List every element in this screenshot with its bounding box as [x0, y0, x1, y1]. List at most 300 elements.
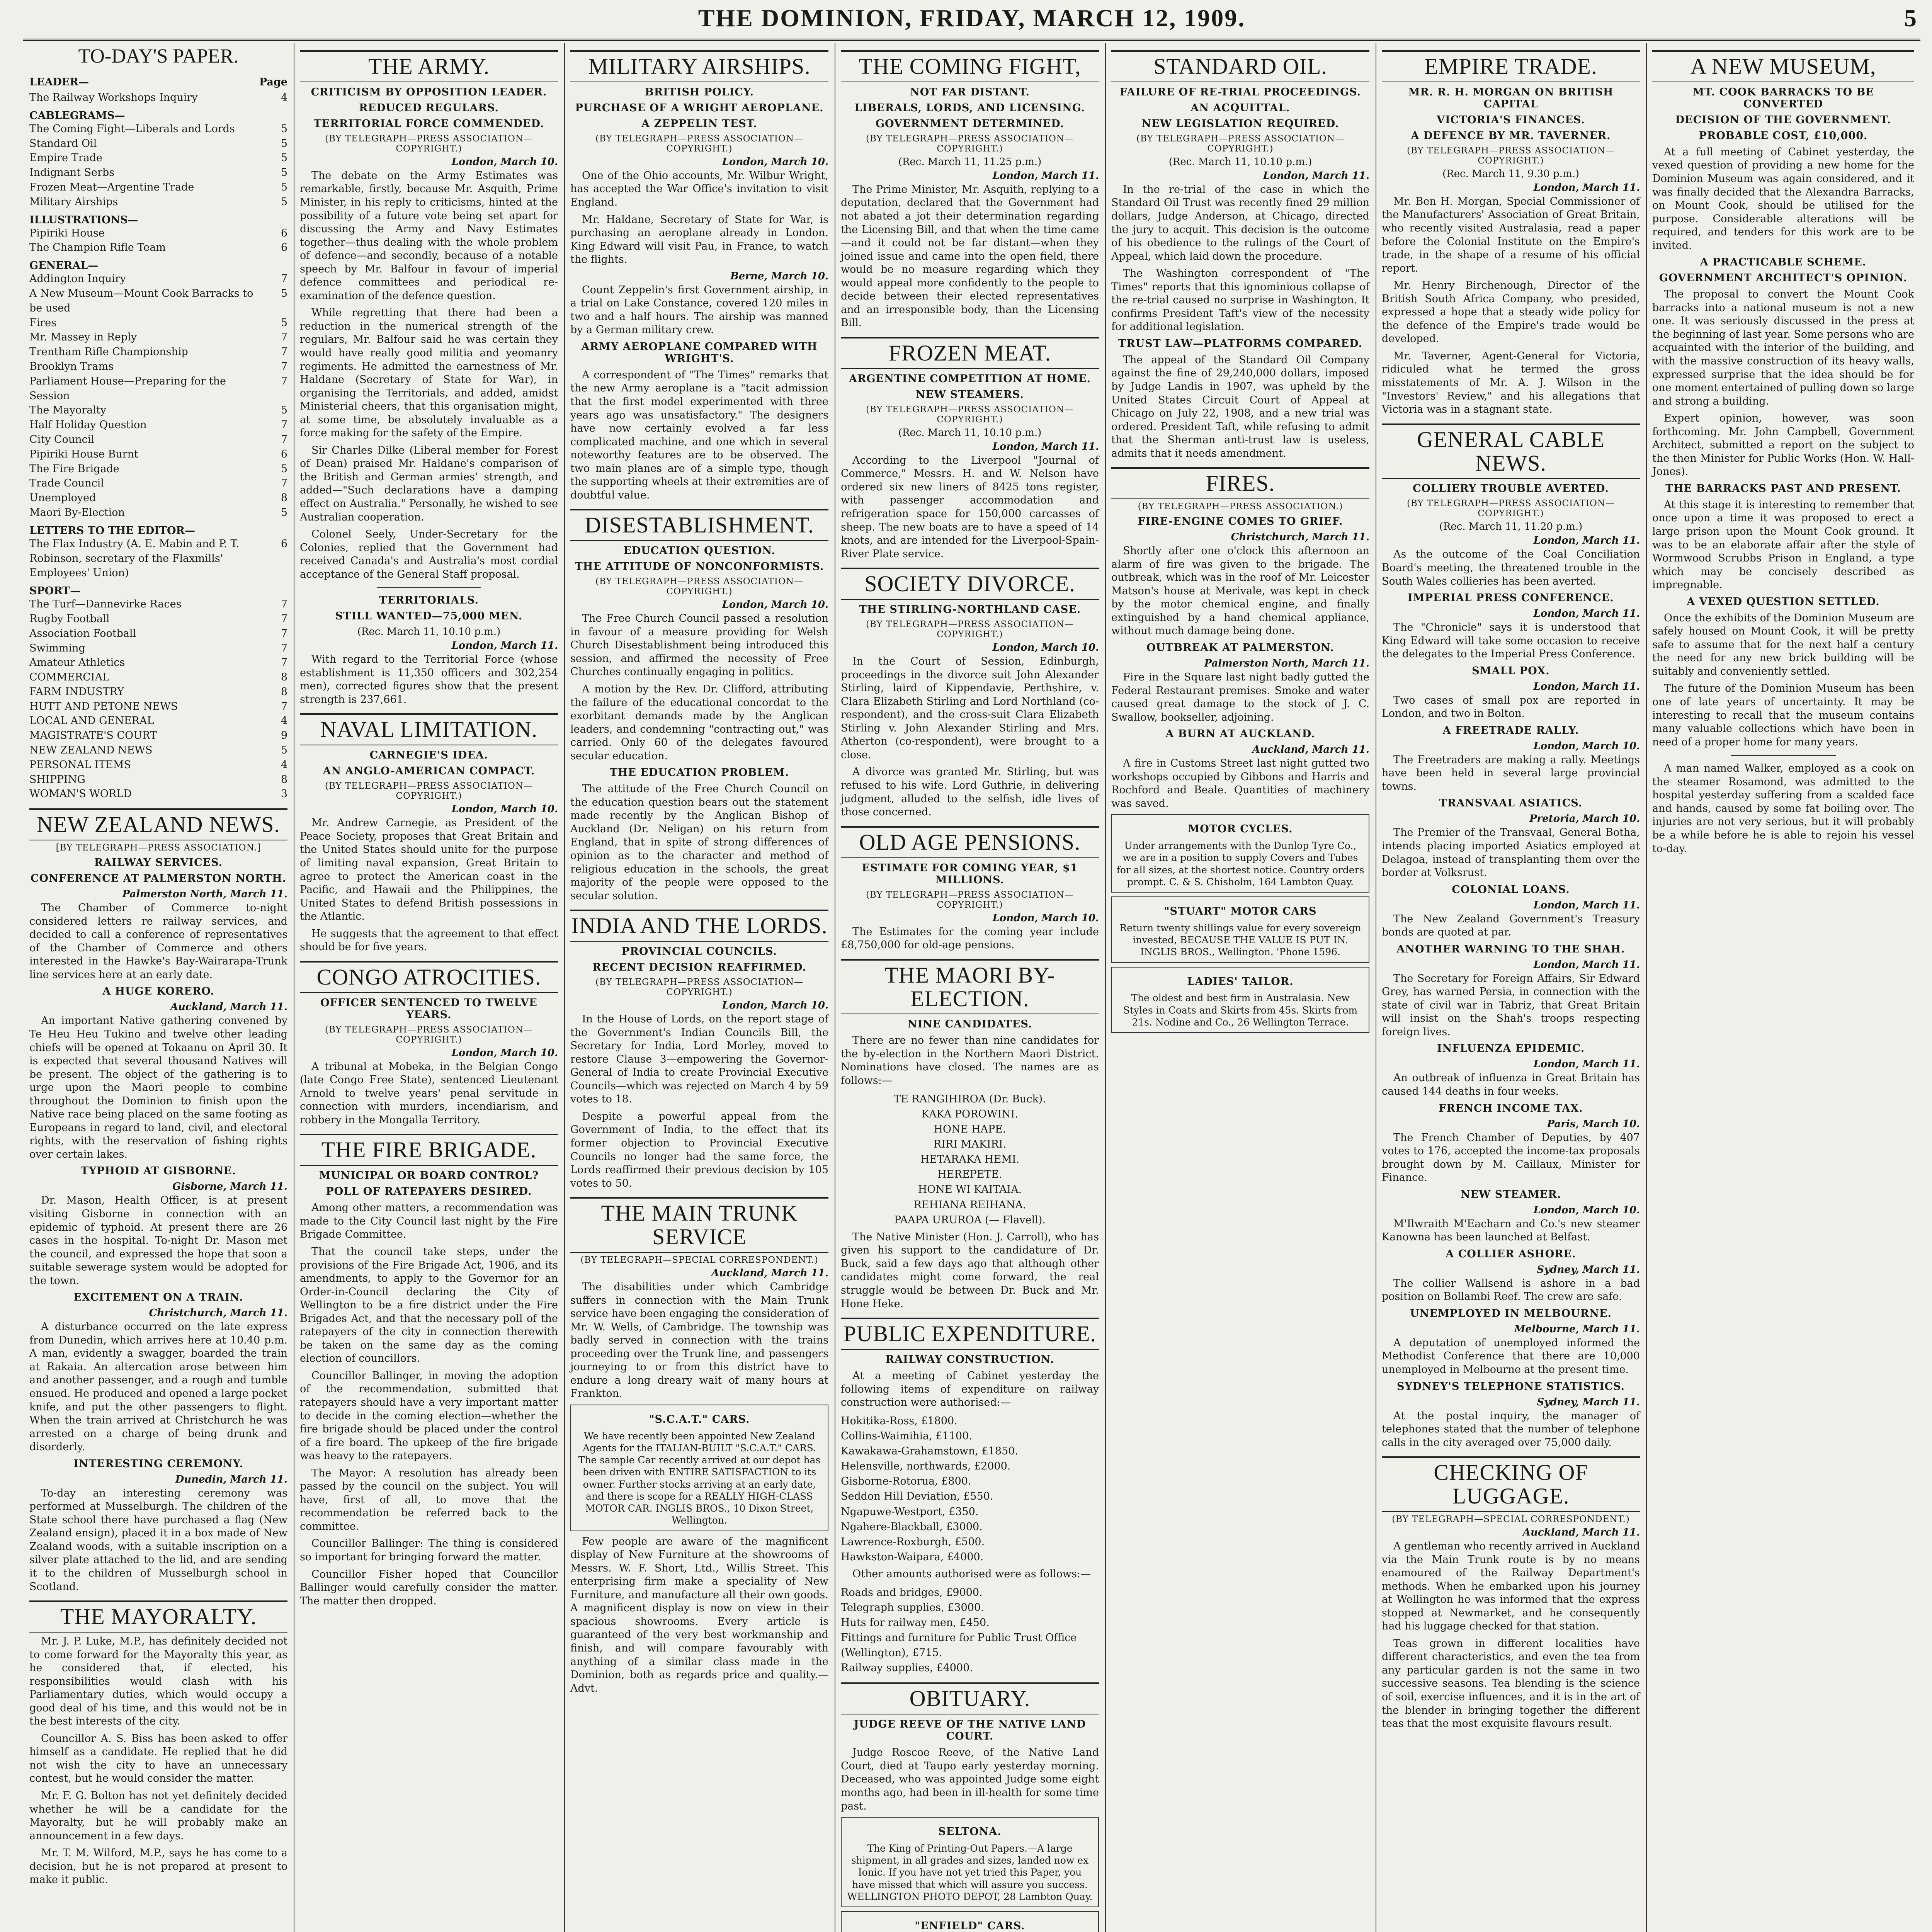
subheading: LIBERALS, LORDS, AND LICENSING.	[854, 102, 1085, 114]
toc-item	[29, 655, 287, 670]
divider	[377, 587, 480, 588]
toc-item-label: The Mayoralty	[29, 404, 106, 417]
toc-item-page: 7	[281, 477, 287, 490]
toc-item-label: Addington Inquiry	[29, 273, 126, 285]
toc-item-label: Frozen Meat—Argentine Trade	[29, 181, 194, 193]
toc-item-label: The Turf—Dannevirke Races	[29, 598, 182, 611]
toc-item-label: Parliament House—Preparing for the Session	[29, 375, 226, 402]
toc-item-label: FARM INDUSTRY	[29, 685, 124, 698]
article-paragraph: A man named Walker, employed as a cook on the steamer Rosamond, was admitted to the hospital yesterday suffering from a scalded face and hands, caused by some fat boiling over. The injuries are not very serious, but it will probably be a while before he is able to rejoin his vessel to-day.	[1652, 762, 1914, 855]
dateline: Sydney, March 11.	[1537, 1264, 1640, 1276]
subheading: A ZEPPELIN TEST.	[641, 117, 757, 130]
toc-item	[29, 286, 287, 316]
subheading: A BURN AT AUCKLAND.	[1165, 728, 1315, 740]
newspaper-title: THE DOMINION, FRIDAY, MARCH 12, 1909.	[698, 4, 1246, 32]
article-paragraph: As the outcome of the Coal Conciliation Board's meeting, the threatened trouble in the South Wales collieries has been averted.	[1382, 548, 1640, 587]
received-date: (Rec. March 11, 11.25 p.m.)	[898, 156, 1042, 168]
toc-item-label: Empire Trade	[29, 152, 102, 164]
toc-item-label: Fires	[29, 316, 57, 329]
expenditure-heading: PUBLIC EXPENDITURE.	[841, 1318, 1099, 1350]
advertisement	[841, 1911, 1099, 1932]
ad-text: Under arrangements with the Dunlop Tyre Co., we are in a position to supply Covers and Tubes for all sizes, at the shortest notice. Country orders prompt. C. & S. Chisholm, 164 Lambton Quay.	[1116, 840, 1364, 888]
dateline: London, March 10.	[451, 156, 558, 168]
subheading: THE ATTITUDE OF NONCONFORMISTS.	[575, 561, 824, 573]
ad-title: "STUART" MOTOR CARS	[1164, 905, 1317, 918]
toc-item-page: 8	[281, 492, 287, 504]
article-paragraph: Mr. J. P. Luke, M.P., has definitely decided not to come forward for the Mayoralty this year, as he considered that, if elected, his responsibilities would clash with his Parliamentary duties, which would occupy a good deal of his time, and this would not be in the best interests of the city.	[29, 1635, 287, 1728]
candidate-name: REHIANA REIHANA.	[913, 1199, 1026, 1211]
toc-item	[29, 670, 287, 685]
toc-item	[29, 240, 287, 255]
subheading: A PRACTICABLE SCHEME.	[1700, 256, 1867, 269]
article-paragraph: Mr. Ben H. Morgan, Special Commissioner of the Manufacturers' Association of Great Britain, who recently visited Australasia, read a paper before the Colonial Institute on the Empire's trade, in the shape of a resume of his official report.	[1382, 195, 1640, 274]
masthead	[23, 4, 1920, 41]
expenditure-item: Railway supplies, £4000.	[841, 1662, 973, 1674]
article-paragraph: The Premier of the Transvaal, General Botha, intends placing imported Asiatics employed at Delagoa, instead of transplanting them over the border at Volksrust.	[1382, 827, 1640, 879]
toc-item-page: 7	[281, 273, 287, 285]
toc-item-page: 9	[281, 730, 287, 742]
divider	[1731, 755, 1835, 756]
frozen-meat-heading: FROZEN MEAT.	[841, 337, 1099, 369]
toc-item-page: 5	[281, 506, 287, 519]
toc-item-page: 5	[281, 744, 287, 757]
fire-brigade-heading: THE FIRE BRIGADE.	[300, 1134, 558, 1166]
toc-item	[29, 359, 287, 374]
dateline: Christchurch, March 11.	[1231, 531, 1369, 543]
ad-title: LADIES' TAILOR.	[1187, 975, 1294, 988]
dateline: Melbourne, March 11.	[1514, 1323, 1640, 1335]
candidate-name: RIRI MAKIRI.	[933, 1138, 1007, 1150]
toc-item-page: 6	[281, 537, 287, 550]
toc-item-page: 5	[281, 137, 287, 150]
toc-item	[29, 403, 287, 418]
byline: (BY TELEGRAPH—PRESS ASSOCIATION—COPYRIGHT.)	[1136, 133, 1344, 154]
toc-item	[29, 787, 287, 801]
article-paragraph: The New Zealand Government's Treasury bonds are quoted at par.	[1382, 913, 1640, 939]
disestablishment-heading: DISESTABLISHMENT.	[570, 509, 828, 541]
expenditure-item: Huts for railway men, £450.	[841, 1616, 990, 1629]
byline: (BY TELEGRAPH—PRESS ASSOCIATION—COPYRIGHT.)	[866, 619, 1074, 640]
toc-item	[29, 476, 287, 491]
candidate-list	[841, 1092, 1099, 1228]
article-paragraph: Expert opinion, however, was soon forthcoming. Mr. John Campbell, Government Architect, submitted a report on the subject to the then Minister for Public Works (Hon. W. Hall-Jones).	[1652, 412, 1914, 478]
subheading: AN ANGLO-AMERICAN COMPACT.	[323, 765, 535, 777]
dateline: Palmerston North, March 11.	[1204, 658, 1369, 669]
subheading: POLL OF RATEPAYERS DESIRED.	[326, 1185, 532, 1198]
dateline: London, March 11.	[992, 170, 1099, 182]
subheading: JUDGE REEVE OF THE NATIVE LAND COURT.	[854, 1718, 1086, 1743]
congo-heading: CONGO ATROCITIES.	[300, 961, 558, 993]
expenditure-item: Kawakawa-Grahamstown, £1850.	[841, 1445, 1019, 1457]
article-paragraph: Dr. Mason, Health Officer, is at present visiting Gisborne in connection with an epidemic of typhoid. At present there are 26 cases in the hospital. To-night Dr. Mason met the council, and expressed the hope that soon a suitable sewerage system would be adopted for the town.	[29, 1194, 287, 1287]
toc-item	[29, 432, 287, 447]
ad-title: "ENFIELD" CARS.	[915, 1920, 1025, 1932]
subheading: TRUST LAW—PLATFORMS COMPARED.	[1118, 337, 1362, 350]
toc-item-label: Trade Council	[29, 477, 104, 490]
dateline: Palmerston North, March 11.	[122, 888, 287, 900]
toc-item	[29, 316, 287, 330]
byline: (BY TELEGRAPH—PRESS ASSOCIATION—COPYRIGHT.)	[325, 1024, 533, 1045]
article-paragraph: At a meeting of Cabinet yesterday the following items of expenditure on railway construction were authorised:—	[841, 1370, 1099, 1409]
article-paragraph: That the council take steps, under the provisions of the Fire Brigade Act, 1906, and its amendments, to apply to the Governor for an Order-in-Council declaring the City of Wellington to be a fire district under the Fire Brigades Act, and that the necessary poll of the ratepayers of the city in connection therewith be taken on the same day as the coming election of councillors.	[300, 1246, 558, 1365]
ad-text: The oldest and best firm in Australasia. New Styles in Coats and Skirts from 45s. Skirts from 21s. Nodine and Co., 26 Wellington Terrace.	[1123, 992, 1358, 1028]
expenditure-item: Hawkston-Waipara, £4000.	[841, 1551, 984, 1563]
coming-fight-heading: THE COMING FIGHT,	[841, 50, 1099, 82]
subheading: A DEFENCE BY MR. TAVERNER.	[1411, 129, 1611, 142]
article-paragraph: Shortly after one o'clock this afternoon an alarm of fire was given to the brigade. The outbreak, which was in the roof of Mr. Leicester Matson's house at Merivale, was kept in check by the motor chemical engine, and finally extinguished by a hand chemical appliance, without much damage being done.	[1111, 545, 1369, 637]
byline: (BY TELEGRAPH—SPECIAL CORRESPONDENT.)	[1392, 1514, 1630, 1524]
article-paragraph: In the re-trial of the case in which the Standard Oil Trust was recently fined 29 million dollars, Judge Anderson, at Chicago, directed the jury to acquit. This decision is the outcome of his obedience to the rulings of the Court of Appeal, which laid down the procedure.	[1111, 183, 1369, 262]
article-paragraph: In the Court of Session, Edinburgh, proceedings in the divorce suit John Alexander Stirling, laird of Kippendavie, Perthshire, v. Clara Elizabeth Stirling and Lord Northland (co-respondent), and the cross-suit Clara Elizabeth Stirling v. John Alexander Stirling and Mrs. Atherton (co-respondent), were brought to a close.	[841, 655, 1099, 761]
article-paragraph: The Native Minister (Hon. J. Carroll), who has given his support to the candidature of Dr. Buck, said a few days ago that although other candidates might come forward, the real struggle would be between Dr. Buck and Mr. Hone Heke.	[841, 1231, 1099, 1310]
toc-item	[29, 418, 287, 432]
article-paragraph: There are no fewer than nine candidates for the by-election in the Northern Maori District. Nominations have closed. The names are as follows:—	[841, 1034, 1099, 1087]
toc-group-label: LETTERS TO THE EDITOR—	[29, 524, 195, 537]
toc-item-page: 7	[281, 375, 287, 387]
article-paragraph: Among other matters, a recommendation was made to the City Council last night by the Fire Brigade Committee.	[300, 1202, 558, 1241]
article-paragraph: Mr. T. M. Wilford, M.P., says he has come to a decision, but he is not prepared at present to make it public.	[29, 1847, 287, 1886]
toc-item	[29, 462, 287, 476]
subheading: OUTBREAK AT PALMERSTON.	[1146, 642, 1334, 654]
fires-heading: FIRES.	[1111, 467, 1369, 499]
expenditure-item: Ngapuwe-Westport, £350.	[841, 1505, 979, 1518]
toc-item-page: 5	[281, 167, 287, 179]
subheading: NINE CANDIDATES.	[907, 1018, 1032, 1031]
toc-item-page: 7	[281, 700, 287, 713]
ad-title: "S.C.A.T." CARS.	[649, 1413, 750, 1425]
subheading: CONFERENCE AT PALMERSTON NORTH.	[30, 872, 287, 885]
byline: [BY TELEGRAPH—PRESS ASSOCIATION.]	[56, 843, 261, 853]
received-date: (Rec. March 11, 10.10 p.m.)	[357, 626, 501, 638]
byline: (BY TELEGRAPH—PRESS ASSOCIATION—COPYRIGHT.)	[595, 133, 803, 154]
toc-group-label: ILLUSTRATIONS—	[29, 214, 138, 226]
subheading: PROVINCIAL COUNCILS.	[622, 946, 777, 958]
subheading: NEW STEAMER.	[1460, 1188, 1561, 1201]
article-paragraph: The Washington correspondent of "The Times" reports that this ignominious collapse of the re-trial caused no surprise in Washington. It confirms President Taft's view of the necessity for additional legislation.	[1111, 267, 1369, 333]
article-paragraph: Once the exhibits of the Dominion Museum are safely housed on Mount Cook, it will be pretty safe to assume that for the next half a century the need for any new brick building will be suitably and conveniently settled.	[1652, 612, 1914, 677]
toc-group-label: CABLEGRAMS—	[29, 109, 125, 122]
subheading: MUNICIPAL OR BOARD CONTROL?	[319, 1170, 539, 1182]
toc-item	[29, 374, 287, 403]
column-1	[23, 43, 294, 1932]
toc-item-label: Half Holiday Question	[29, 419, 147, 431]
toc-item-page: 7	[281, 360, 287, 372]
toc-item-page: 6	[281, 448, 287, 460]
candidate-name: HETARAKA HEMI.	[920, 1153, 1020, 1166]
obituary-heading: OBITUARY.	[841, 1682, 1099, 1714]
divorce-heading: SOCIETY DIVORCE.	[841, 568, 1099, 600]
article-paragraph: Despite a powerful appeal from the Government of India, to the effect that its former objection to Provincial Executive Councils no longer had the same force, the Lords reaffirmed their previous decision by 105 votes to 50.	[570, 1110, 828, 1189]
dateline: London, March 10.	[1533, 1204, 1640, 1216]
toc-item-label: HUTT AND PETONE NEWS	[29, 700, 178, 713]
received-date: (Rec. March 11, 10.10 p.m.)	[898, 427, 1042, 439]
toc-item	[29, 330, 287, 345]
toc-item-label: Association Football	[29, 627, 136, 639]
advertisement	[1111, 967, 1369, 1033]
expenditure-item: Hokitika-Ross, £1800.	[841, 1415, 957, 1427]
subheading: NOT FAR DISTANT.	[910, 86, 1030, 98]
dateline: London, March 11.	[1533, 608, 1640, 620]
expenditure-list	[841, 1413, 1099, 1565]
subheading: TYPHOID AT GISBORNE.	[80, 1165, 236, 1177]
article-paragraph: Councillor A. S. Biss has been asked to offer himself as a candidate. He replied that he did not wish the city to have an unnecessary contest, but he would consider the matter.	[29, 1732, 287, 1785]
expenditure-item: Helensville, northwards, £2000.	[841, 1460, 1011, 1473]
article-paragraph: Mr. F. G. Bolton has not yet definitely decided whether he will be a candidate for the Mayoralty, but he will probably make an announcement in a few days.	[29, 1790, 287, 1842]
advertisement	[1111, 896, 1369, 963]
article-paragraph: Councillor Ballinger, in moving the adoption of the recommendation, submitted that ratepayers should have a very important matter to decide in the coming election—whether the fire brigade should be placed under the control of a fire board. The upkeep of the fire brigade was heavy to the ratepayers.	[300, 1369, 558, 1462]
toc-item	[29, 699, 287, 714]
toc-item	[29, 728, 287, 743]
expenditure-item: Collins-Waimihia, £1100.	[841, 1430, 972, 1442]
toc-item	[29, 685, 287, 699]
airships-heading: MILITARY AIRSHIPS.	[570, 50, 828, 82]
article-paragraph: Fire in the Square last night badly gutted the Federal Restaurant premises. Smoke and water caused great damage to the stock of J. C. Swallow, bookseller, adjoining.	[1111, 671, 1369, 723]
subheading: A VEXED QUESTION SETTLED.	[1687, 595, 1880, 608]
dateline: Gisborne, March 11.	[172, 1181, 287, 1193]
dateline: Auckland, March 11.	[711, 1267, 828, 1279]
dateline: London, March 10.	[722, 156, 828, 168]
article-paragraph: An important Native gathering convened by Te Heu Heu Tukino and twelve other leading chiefs will be opened at Tokaanu on April 30. It is expected that several thousand Natives will be present. The object of the gathering is to urge upon the Maori people to combine throughout the Dominion to finish upon the Native race being placed on the same footing as Europeans in regard to land, civil, and electoral rights, with the reservation of fishing rights over certain lakes.	[29, 1015, 287, 1160]
article-paragraph: The debate on the Army Estimates was remarkable, firstly, because Mr. Asquith, Prime Minister, in his reply to criticisms, hinted at the possibility of a future vote being set apart for discussing the Army and Navy Estimates together—thus dealing with the whole problem of defence—and secondly, because of a notable speech by Mr. Balfour in favour of imperial defence committees and periodical re-examination of the defence question.	[300, 169, 558, 302]
article-paragraph: Count Zeppelin's first Government airship, in a trial on Lake Constance, covered 120 miles in two and a half hours. The airship was manned by a German military crew.	[570, 284, 828, 336]
toc-leader-label: LEADER—	[29, 76, 89, 88]
candidate-name: PAAPA URUROA (— Flavell).	[894, 1214, 1046, 1226]
article-paragraph: According to the Liverpool "Journal of Commerce," Messrs. H. and W. Nelson have ordered six new liners of 8425 tons register, with passenger accommodation and refrigeration space for 150,000 carcasses of sheep. The new boats are to have a speed of 14 knots, and are intended for the Liverpool-Spain-River Plate service.	[841, 454, 1099, 560]
dateline: London, March 11.	[1533, 959, 1640, 971]
toc-item	[29, 122, 287, 136]
article-paragraph: An outbreak of influenza in Great Britain has caused 144 deaths in four weeks.	[1382, 1072, 1640, 1097]
toc-item-label: COMMERCIAL	[29, 671, 109, 684]
toc-item-label: Maori By-Election	[29, 506, 125, 519]
subheading: EDUCATION QUESTION.	[623, 545, 776, 557]
subheading: ARGENTINE COMPETITION AT HOME.	[849, 372, 1091, 385]
article-paragraph: The French Chamber of Deputies, by 407 votes to 176, accepted the income-tax proposals brought down by M. Caillaux, Minister for Finance.	[1382, 1131, 1640, 1184]
dateline: London, March 11.	[1533, 680, 1640, 692]
article-paragraph: The Free Church Council passed a resolution in favour of a measure providing for Welsh Church Disestablishment being introduced this session, and affirmed the necessity of Free Churches continually engaging in politics.	[570, 612, 828, 678]
toc-item-page: 7	[281, 642, 287, 654]
toc-item-page: 4	[281, 759, 287, 771]
toc-item-page: 4	[281, 715, 287, 727]
byline: (BY TELEGRAPH—PRESS ASSOCIATION—COPYRIGHT.)	[595, 577, 803, 597]
subheading: STILL WANTED—75,000 MEN.	[335, 610, 523, 622]
toc-item	[29, 165, 287, 180]
article-paragraph: Other amounts authorised were as follows:—	[852, 1568, 1091, 1580]
toc-item-label: WOMAN'S WORLD	[29, 788, 132, 800]
toc-item-label: PERSONAL ITEMS	[29, 759, 131, 771]
article-paragraph: A motion by the Rev. Dr. Clifford, attributing the failure of the educational concordat to the exorbitant demands made by the Anglican leaders, and condemning "contracting out," was carried. Only 60 of the delegates favoured secular education.	[570, 683, 828, 762]
dateline: London, March 10.	[451, 1047, 558, 1059]
toc-item	[29, 597, 287, 612]
toc-item-label: The Railway Workshops Inquiry	[29, 92, 198, 104]
article-paragraph: He suggests that the agreement to that effect should be for five years.	[300, 927, 558, 953]
subheading: GOVERNMENT DETERMINED.	[875, 117, 1065, 130]
dateline: Auckland, March 11.	[1252, 744, 1369, 756]
toc-page-label: Page	[259, 76, 287, 88]
toc-item-page: 7	[281, 331, 287, 344]
subheading: IMPERIAL PRESS CONFERENCE.	[1408, 592, 1614, 604]
subheading: A COLLIER ASHORE.	[1446, 1248, 1576, 1260]
toc-item-page: 5	[281, 463, 287, 475]
article-paragraph: The Secretary for Foreign Affairs, Sir Edward Grey, has warned Persia, in connection with the state of civil war in Tabriz, that Great Britain will insist on the Shah's troops respecting foreign lives.	[1382, 972, 1640, 1038]
advertisement-paragraph: Teas grown in different localities have different characteristics, and even the tea from any particular garden is not the same in two successive seasons. Tea blending is the science of soil, exercise influences, and it is in the art of the blender in bringing together the different teas that the most exquisite flavours result.	[1382, 1637, 1640, 1730]
toc-item	[29, 491, 287, 505]
article-paragraph: The collier Wallsend is ashore in a bad position on Bollambi Reef. The crew are safe.	[1382, 1277, 1640, 1303]
toc-item-label: Unemployed	[29, 492, 96, 504]
subheading: INTERESTING CEREMONY.	[73, 1458, 243, 1470]
column-7	[1646, 43, 1920, 1932]
toc-item-label: The Champion Rifle Team	[29, 242, 166, 254]
toc-group-label: SPORT—	[29, 585, 81, 597]
article-paragraph: The future of the Dominion Museum has been one of late years of uncertainty. It may be interesting to recall that the museum contains many valuable collections which have been in need of a proper home for many years.	[1652, 682, 1914, 748]
ad-title: SELTONA.	[938, 1826, 1002, 1838]
article-paragraph: A tribunal at Mobeka, in the Belgian Congo (late Congo Free State), sentenced Lieutenant Arnold to twelve years' penal servitude in connection with murders, incendiarism, and robbery in the Mongalla Territory.	[300, 1060, 558, 1126]
toc-item-label: Standard Oil	[29, 137, 97, 150]
toc-item-label: NEW ZEALAND NEWS	[29, 744, 153, 757]
article-paragraph: The "Chronicle" says it is understood that King Edward will take some occasion to receive the delegates to the Imperial Press Conference.	[1382, 621, 1640, 660]
article-paragraph: Mr. Andrew Carnegie, as President of the Peace Society, proposes that Great Britain and the United States should unite for the purpose of limiting naval expansion, Great Britain to agree to protect the American coast in the Pacific, and Hawaii and the Philippines, the United States to defend British possessions in the Atlantic.	[300, 817, 558, 923]
india-heading: INDIA AND THE LORDS.	[570, 910, 828, 942]
toc-item	[29, 447, 287, 462]
toc-item	[29, 90, 287, 105]
advertisement-paragraph: Few people are aware of the magnificent display of New Furniture at the showrooms of Messrs. W. F. Short, Ltd., Willis Street. This enterprising firm make a speciality of New Furniture, and manufacture all their own goods. A magnificent display is now on view in their spacious showrooms. Every article is guaranteed of the very best workmanship and finish, and will compare favourably with anything of a similar class made in the Dominion, both as regards price and quality.—Advt.	[570, 1535, 828, 1694]
toc-item-label: Brooklyn Trams	[29, 360, 114, 372]
subheading: CARNEGIE'S IDEA.	[369, 749, 488, 762]
subheading: AN ACQUITTAL.	[1190, 102, 1290, 114]
article-paragraph: While regretting that there had been a reduction in the numerical strength of the regulars, Mr. Balfour said he was certain they would have really good militia and yeomanry regiments. He admitted the earnestness of Mr. Haldane (Secretary of State for War), in organising the Territorials, and added, amidst Ministerial cheers, that this organisation might, at some time, be absolutely invaluable as a force making for the safety of the Empire.	[300, 307, 558, 439]
pensions-heading: OLD AGE PENSIONS.	[841, 826, 1099, 858]
toc-item-label: Rugby Football	[29, 612, 110, 625]
dateline: London, March 11.	[1533, 899, 1640, 911]
article-paragraph: At the postal inquiry, the manager of telephones stated that the number of telephone calls in the city averaged over 75,000 daily.	[1382, 1410, 1640, 1449]
article-paragraph: A gentleman who recently arrived in Auckland via the Main Trunk route is by no means enamoured of the Railway Department's methods. When he embarked upon his journey at Wellington he was informed that the express stopped at Newmarket, and he consequently had his luggage checked for that station.	[1382, 1540, 1640, 1633]
dateline: London, March 11.	[1533, 535, 1640, 547]
toc-item-label: Mr. Massey in Reply	[29, 331, 137, 344]
subheading: GOVERNMENT ARCHITECT'S OPINION.	[1659, 272, 1908, 284]
subheading: MT. COOK BARRACKS TO BE CONVERTED	[1692, 86, 1874, 110]
article-paragraph: A divorce was granted Mr. Stirling, but was refused to his wife. Lord Guthrie, in delivering judgment, alluded to the selfish, idle lives of those concerned.	[841, 766, 1099, 818]
subheading: RAILWAY SERVICES.	[94, 857, 223, 869]
toc-item	[29, 772, 287, 787]
article-paragraph: In the House of Lords, on the report stage of the Government's Indian Councils Bill, the Secretary for India, Lord Morley, moved to restore Clause 3—empowering the Governor-General of India to create Provincial Executive Councils—which was rejected on March 4 by 59 votes to 18.	[570, 1013, 828, 1105]
article-paragraph: The attitude of the Free Church Council on the education question bears out the statement made recently by the Anglican Bishop of Auckland (Dr. Neligan) on his return from England, that in spite of strong differences of opinion as to the character and method of religious education in the schools, the great majority of the people were opposed to the secular solution.	[570, 783, 828, 902]
ad-text: The King of Printing-Out Papers.—A large shipment, in all grades and sizes, landed now ex Ionic. If you have not yet tried this Paper, you have missed that which will assure you success. WELLINGTON PHOTO DEPOT, 28 Lambton Quay.	[847, 1842, 1093, 1902]
toc-item	[29, 136, 287, 151]
candidate-name: HEREPETE.	[937, 1168, 1002, 1181]
article-paragraph: A disturbance occurred on the late express from Dunedin, which arrives here at 10.40 p.m. A man, evidently a swagger, boarded the train at Rakaia. An altercation arose between him and another passenger, and a rough and tumble ensued. He produced and opened a large pocket knife, and put the other passengers to flight. When the train arrived at Christchurch he was arrested on a charge of being drunk and disorderly.	[29, 1321, 287, 1453]
subheading: FAILURE OF RE-TRIAL PROCEEDINGS.	[1119, 86, 1361, 98]
article-paragraph: M'Ilwraith M'Eacharn and Co.'s new steamer Kanowna has been launched at Belfast.	[1382, 1218, 1640, 1243]
subheading: A HUGE KORERO.	[102, 985, 214, 998]
toc-item-page: 7	[281, 419, 287, 431]
toc-item-page: 7	[281, 433, 287, 446]
column-3	[564, 43, 835, 1932]
toc-group-label: GENERAL—	[29, 260, 99, 272]
toc-item-page: 7	[281, 612, 287, 625]
subheading: OFFICER SENTENCED TO TWELVE YEARS.	[320, 997, 537, 1021]
dateline: London, March 11.	[1533, 182, 1640, 194]
byline: (BY TELEGRAPH—PRESS ASSOCIATION.)	[1138, 502, 1343, 512]
toc-item-label: Military Airships	[29, 196, 118, 208]
article-paragraph: Councillor Ballinger: The thing is considered so important for bringing forward the matter.	[300, 1537, 558, 1563]
advertisement	[1111, 814, 1369, 893]
dateline: Christchurch, March 11.	[149, 1307, 287, 1319]
byline: (BY TELEGRAPH—PRESS ASSOCIATION—COPYRIGHT.)	[866, 889, 1074, 910]
article-paragraph: With regard to the Territorial Force (whose establishment is 11,350 officers and 302,254 men), corrected figures show that the present strength is 237,661.	[300, 653, 558, 706]
toc-item	[29, 151, 287, 165]
subheading: PROBABLE COST, £10,000.	[1699, 129, 1868, 142]
luggage-heading: CHECKING OF LUGGAGE.	[1382, 1456, 1640, 1512]
dateline: Berne, March 10.	[730, 270, 828, 282]
toc-item-label: A New Museum—Mount Cook Barracks to be used	[29, 287, 253, 314]
toc-item-label: The Flax Industry (A. E. Mabin and P. T. Robinson, secretary of the Flaxmills' Employees' Union)	[29, 537, 239, 579]
toc-item-page: 7	[281, 598, 287, 611]
toc-item	[29, 195, 287, 209]
toc-item-page: 5	[281, 152, 287, 164]
subheading: RAILWAY CONSTRUCTION.	[885, 1354, 1054, 1366]
toc-item	[29, 626, 287, 641]
subheading: REDUCED REGULARS.	[359, 102, 499, 114]
article-paragraph: At this stage it is interesting to remember that once upon a time it was proposed to erect a large prison upon the Mount Cook ground. It was to be an elaborate affair after the style of Wormwood Scrubbs Prison in England, a type which may be concisely described as impregnable.	[1652, 498, 1914, 591]
received-date: (Rec. March 11, 11.20 p.m.)	[1439, 521, 1583, 533]
candidate-name: HONE HAPE.	[934, 1123, 1006, 1135]
subheading: THE EDUCATION PROBLEM.	[609, 767, 789, 779]
toc-list	[29, 90, 287, 801]
subheading: NEW STEAMERS.	[916, 388, 1024, 401]
article-paragraph: The proposal to convert the Mount Cook barracks into a national museum is not a new one. It was seriously discussed in the press at the beginning of last year. Some persons who are acquainted with the interior of the building, and with the massive construction of its heavy walls, expressed surprise that the idea should be for one moment entertained of pulling down so large and strong a building.	[1652, 288, 1914, 407]
toc-item	[29, 714, 287, 728]
byline: (BY TELEGRAPH—PRESS ASSOCIATION—COPYRIGHT.)	[325, 781, 533, 801]
article-paragraph: A fire in Customs Street last night gutted two workshops occupied by Gibbons and Harris and Rochford and Beale. Quantities of machinery was saved.	[1111, 757, 1369, 810]
received-date: (Rec. March 11, 10.10 p.m.)	[1168, 156, 1312, 168]
subheading: SMALL POX.	[1472, 665, 1550, 677]
toc-item	[29, 345, 287, 359]
article-paragraph: To-day an interesting ceremony was performed at Musselburgh. The children of the State school there have purchased a flag (New Zealand ensign), placed it in a box made of New Zealand woods, with a suitable inscription on a silver plate attached to the lid, and are sending it to the children of Musselburgh school in Scotland.	[29, 1487, 287, 1593]
subheading: ARMY AEROPLANE COMPARED WITH WRIGHT'S.	[581, 340, 818, 365]
received-date: (Rec. March 11, 9.30 p.m.)	[1442, 168, 1580, 180]
toc-item-label: Swimming	[29, 642, 85, 654]
subheading: ANOTHER WARNING TO THE SHAH.	[1396, 943, 1625, 955]
subheading: FIRE-ENGINE COMES TO GRIEF.	[1138, 515, 1343, 528]
toc-item	[29, 758, 287, 772]
toc-item-page: 7	[281, 346, 287, 358]
subheading: THE STIRLING-NORTHLAND CASE.	[859, 604, 1081, 616]
expenditure-item: Gisborne-Rotorua, £800.	[841, 1475, 971, 1488]
subheading: FRENCH INCOME TAX.	[1439, 1102, 1583, 1114]
army-heading: THE ARMY.	[300, 50, 558, 82]
byline: (BY TELEGRAPH—PRESS ASSOCIATION—COPYRIGHT.)	[1406, 498, 1615, 519]
subheading: CRITICISM BY OPPOSITION LEADER.	[311, 86, 547, 98]
dateline: London, March 11.	[451, 640, 558, 652]
expenditure-item: Telegraph supplies, £3000.	[841, 1601, 984, 1614]
toc-item-page: 7	[281, 656, 287, 669]
expenditure-item: Seddon Hill Deviation, £550.	[841, 1490, 993, 1503]
main-trunk-heading: THE MAIN TRUNK SERVICE	[570, 1197, 828, 1253]
toc-item-page: 3	[281, 788, 287, 800]
article-paragraph: The appeal of the Standard Oil Company against the fine of 29,240,000 dollars, imposed by Judge Landis in 1907, was upheld by the United States Circuit Court of Appeal at Chicago on July 22, 1908, and a new trial was ordered. President Taft, while refusing to admit that the Sherman anti-trust law is useless, admits that it needs amendment.	[1111, 354, 1369, 459]
dateline: Sydney, March 11.	[1537, 1396, 1640, 1408]
article-paragraph: The Freetraders are making a rally. Meetings have been held in several large provincial towns.	[1382, 753, 1640, 793]
toc-leader-row	[29, 76, 287, 88]
article-paragraph: Two cases of small pox are reported in London, and two in Bolton.	[1382, 694, 1640, 720]
toc-item	[29, 272, 287, 286]
dateline: Auckland, March 11.	[1522, 1526, 1640, 1538]
article-paragraph: Sir Charles Dilke (Liberal member for Forest of Dean) praised Mr. Haldane's comparison of the British and German armies' strength, and added—"Such declarations have a damping effect on Australia." Personally, he wished to see Australian cooperation.	[300, 444, 558, 523]
subheading: DECISION OF THE GOVERNMENT.	[1675, 114, 1891, 126]
toc-item-label: MAGISTRATE'S COURT	[29, 730, 157, 742]
column-5	[1105, 43, 1376, 1932]
article-paragraph: Mr. Taverner, Agent-General for Victoria, ridiculed what he termed the gross misstatements of Mr. A. J. Wilson in the "Investors' Review," and his allegations that Victoria was in a stagnant state.	[1382, 350, 1640, 416]
toc-item-label: Amateur Athletics	[29, 656, 125, 669]
